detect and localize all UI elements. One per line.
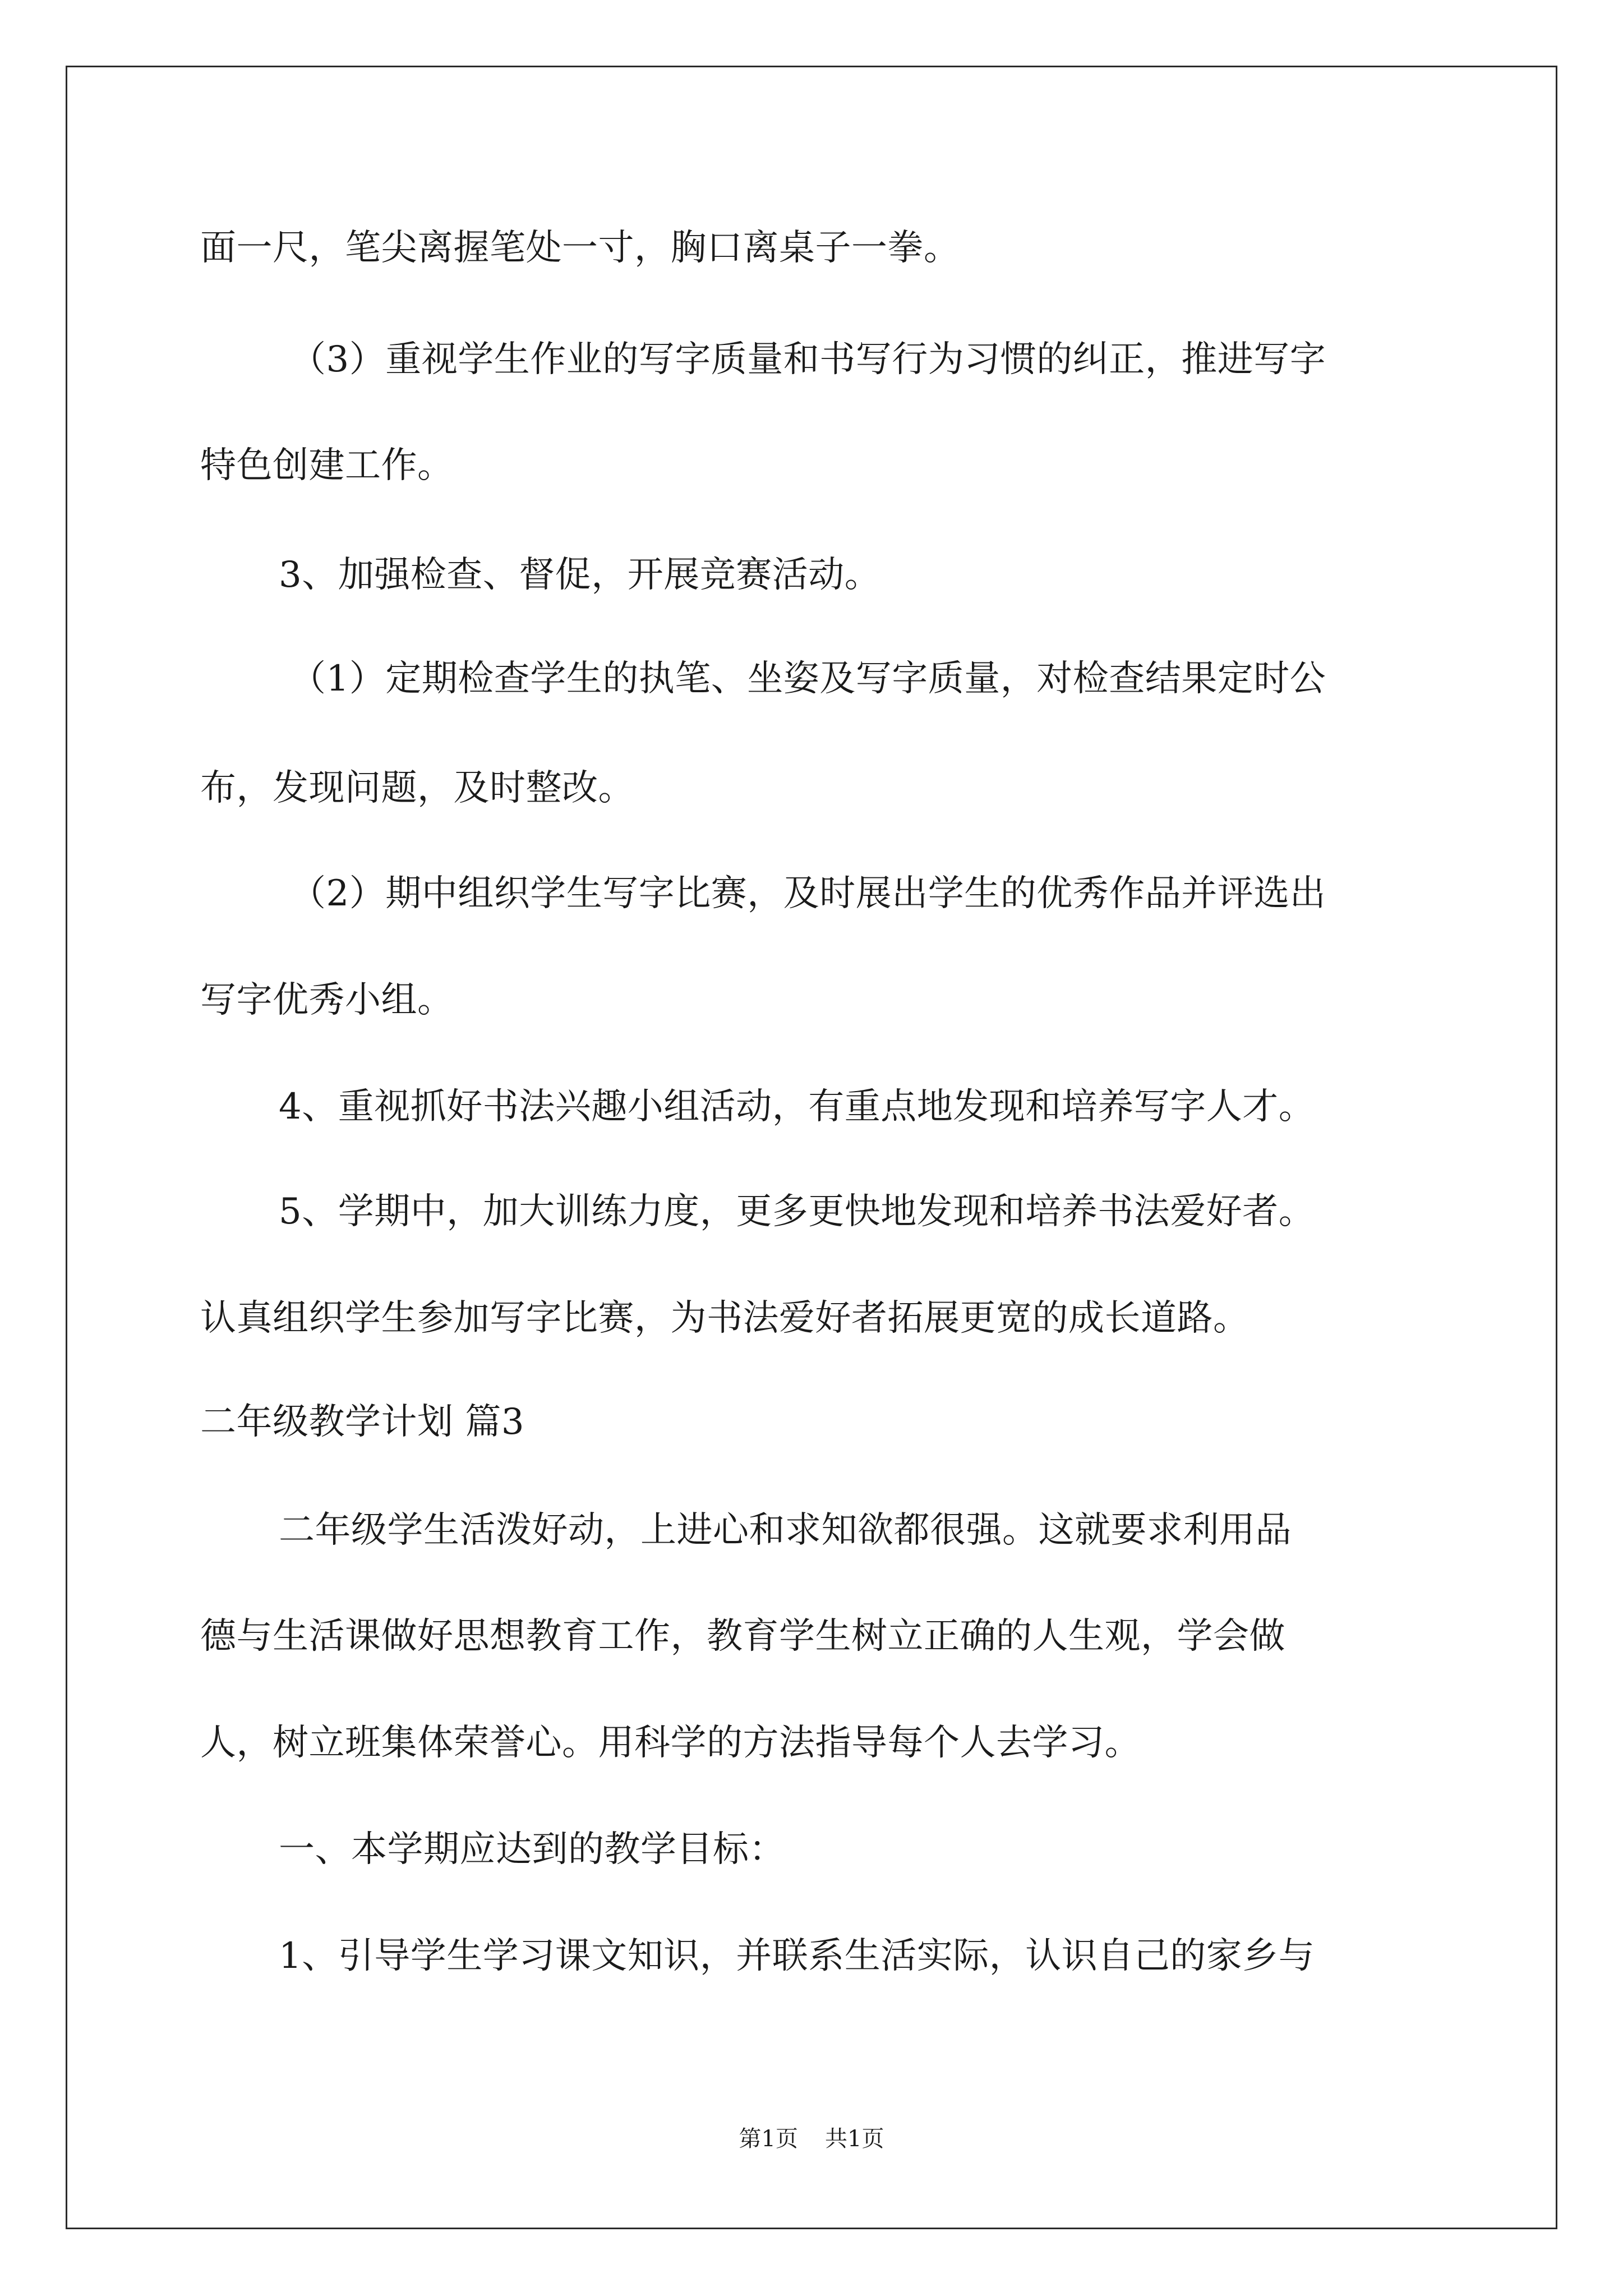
body-line-3: 特色创建工作。 (200, 445, 454, 486)
body-line-4: 3、加强检查、督促，开展竞赛活动。 (279, 554, 881, 596)
body-line-10: 5、学期中，加大训练力度，更多更快地发现和培养书法爱好者。 (279, 1191, 1315, 1232)
body-line-1: 面一尺，笔尖离握笔处一寸，胸口离桌子一拳。 (200, 227, 960, 269)
body-line-7: （2）期中组织学生写字比赛，及时展出学生的优秀作品并评选出 (290, 873, 1326, 914)
body-line-14: 德与生活课做好思想教育工作，教育学生树立正确的人生观，学会做 (200, 1616, 1285, 1657)
body-line-11: 认真组织学生参加写字比赛，为书法爱好者拓展更宽的成长道路。 (200, 1297, 1249, 1339)
body-line-8: 写字优秀小组。 (200, 979, 454, 1021)
page-number: 第1页 (739, 2126, 798, 2152)
body-line-5: （1）定期检查学生的执笔、坐姿及写字质量，对检查结果定时公 (290, 658, 1326, 700)
page-total: 共1页 (825, 2126, 884, 2152)
page-border (66, 66, 1557, 2229)
body-line-6: 布，发现问题，及时整改。 (200, 767, 634, 809)
section-heading: 二年级教学计划 篇3 (200, 1401, 525, 1443)
body-line-16: 一、本学期应达到的教学目标： (279, 1829, 785, 1870)
body-line-15: 人，树立班集体荣誉心。用科学的方法指导每个人去学习。 (200, 1722, 1141, 1764)
body-line-17: 1、引导学生学习课文知识，并联系生活实际，认识自己的家乡与 (279, 1935, 1315, 1977)
body-line-9: 4、重视抓好书法兴趣小组活动，有重点地发现和培养写字人才。 (279, 1086, 1315, 1128)
page-footer (0, 2125, 1623, 2153)
body-line-2: （3）重视学生作业的写字质量和书写行为习惯的纠正，推进写字 (290, 339, 1326, 380)
body-line-13: 二年级学生活泼好动，上进心和求知欲都很强。这就要求利用品 (279, 1510, 1292, 1551)
